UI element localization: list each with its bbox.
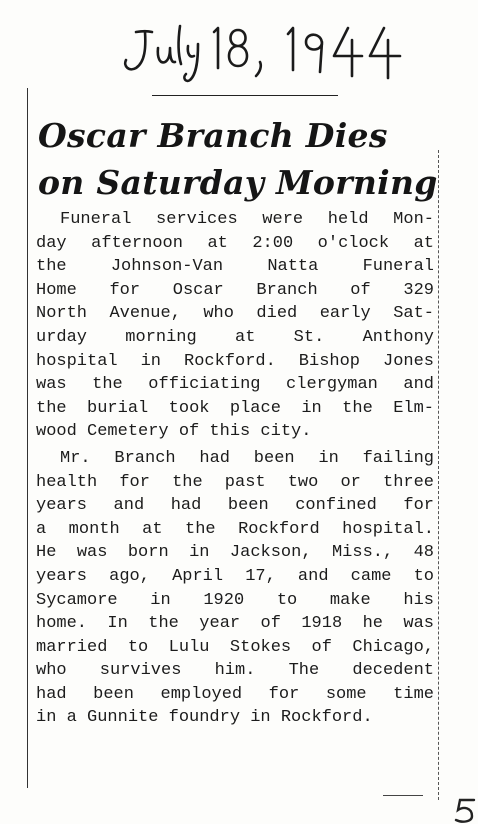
text-line: a month at the Rockford hospital. xyxy=(36,519,434,539)
corner-pen-mark-drawing xyxy=(452,796,478,824)
text-line: hospital in Rockford. Bishop Jones xyxy=(36,351,434,371)
handwritten-date-drawing xyxy=(118,18,418,88)
text-line: in a Gunnite foundry in Rockford. xyxy=(36,708,373,728)
paragraph-2 xyxy=(36,447,434,730)
text-line: was the officiating clergyman and xyxy=(36,375,434,395)
clipping-left-edge xyxy=(27,88,28,788)
text-line: He was born in Jackson, Miss., 48 xyxy=(36,543,434,563)
headline-line-2: on Saturday Morning xyxy=(38,163,438,202)
text-line: wood Cemetery of this city. xyxy=(36,422,312,442)
handwritten-date xyxy=(118,18,418,88)
text-line: day afternoon at 2:00 o'clock at xyxy=(36,233,434,253)
clipping-right-edge xyxy=(438,150,439,800)
date-underline xyxy=(152,95,338,96)
text-line: years and had been confined for xyxy=(36,496,434,516)
text-line: North Avenue, who died early Sat- xyxy=(36,304,434,324)
text-line: urday morning at St. Anthony xyxy=(36,327,434,347)
clipping-bottom-edge xyxy=(383,795,423,796)
text-line: Funeral services were held Mon- xyxy=(60,210,434,229)
corner-pen-mark xyxy=(452,796,478,824)
headline-line-1: Oscar Branch Dies xyxy=(38,116,388,155)
text-line: who survives him. The decedent xyxy=(36,661,434,681)
text-line: Sycamore in 1920 to make his xyxy=(36,590,434,610)
text-line: had been employed for some time xyxy=(36,684,434,704)
text-line: Home for Oscar Branch of 329 xyxy=(36,280,434,300)
text-line: home. In the year of 1918 he was xyxy=(36,614,434,634)
obituary-headline xyxy=(38,112,438,206)
text-line: the burial took place in the Elm- xyxy=(36,398,434,418)
text-line: health for the past two or three xyxy=(36,472,434,492)
paragraph-1 xyxy=(36,208,434,444)
text-line: the Johnson-Van Natta Funeral xyxy=(36,257,434,277)
text-line: years ago, April 17, and came to xyxy=(36,566,434,586)
text-line: Mr. Branch had been in failing xyxy=(60,448,434,468)
obituary-body xyxy=(36,208,434,730)
text-line: married to Lulu Stokes of Chicago, xyxy=(36,637,434,657)
